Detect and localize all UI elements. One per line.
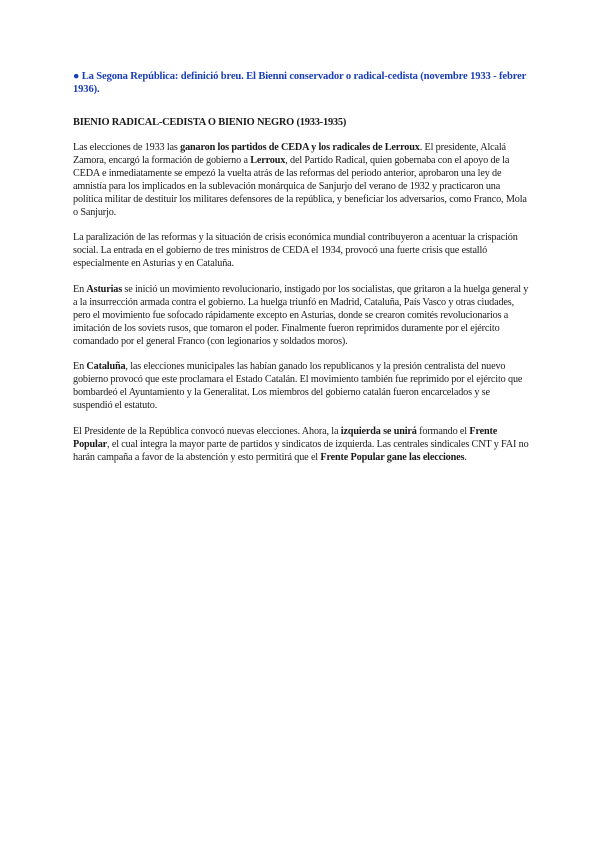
paragraph-cataluna bbox=[73, 361, 530, 413]
text-run: , las elecciones municipales las habían ganado los republicanos y la presión centralista del nuevo gobierno provocó que este proclamara el Estado Catalán. El movimiento también fue reprimido por el ejército que bombardeó el Ayuntamiento y la Generalitat. Los miembros del gobierno catalán fueron encarcelados y se suspendió el estatuto. bbox=[73, 361, 523, 412]
text-run: En bbox=[73, 283, 87, 295]
text-run: . El presidente, Alcalá Zamora, encargó la formación de gobierno a bbox=[73, 142, 506, 166]
text-run: La paralización de las reformas y la situación de crisis económica mundial contribuyeron a acentuar la crispación social. La entrada en el gobierno de tres ministros de CEDA el 1934, provocó una fuerte crisis que estalló especialmente en Asturias y en Cataluña. bbox=[73, 232, 518, 270]
bold-run: Asturias bbox=[86, 283, 123, 295]
bold-run: izquierda se unirá bbox=[340, 425, 417, 437]
bold-run: Lerroux bbox=[250, 154, 286, 166]
bold-run: Frente Popular bbox=[73, 425, 498, 450]
text-run: . bbox=[464, 451, 467, 463]
document-content bbox=[73, 70, 530, 477]
text-run: Las elecciones de 1933 las bbox=[73, 142, 181, 153]
text-run: se inició un movimiento revolucionario, instigado por los socialistas, que gritaron a la huelga general y a la insurrección armada contra el gobierno. La huelga triunfó en Madrid, Cataluña, País Vasco y otras ciudades, pero el movimiento fue sofocado rápidamente excepto en Asturias, donde se crearon comités revolucionarios a imitación de los soviets rusos, que tomaron el poder. Finalmente fueron reprimidos duramente por el ejército comandado por el general Franco (con legionarios y soldados moros). bbox=[73, 283, 529, 347]
bold-run: Frente Popular gane las elecciones bbox=[320, 451, 465, 463]
topic-heading: ● La Segona República: definició breu. El Bienni conservador o radical-cedista (novembre 1933 - febrer 1936). bbox=[73, 71, 526, 95]
bold-run: ganaron los partidos de CEDA y los radicales de Lerroux bbox=[180, 142, 420, 153]
paragraph-reforms-paralysis bbox=[73, 232, 530, 271]
text-run: , el cual integra la mayor parte de partidos y sindicatos de izquierda. Las centrales sindicales CNT y FAI no harán campaña a favor de la abstención y esto permitirá que el bbox=[73, 438, 529, 463]
bold-run: Cataluña bbox=[86, 361, 126, 373]
paragraph-asturias bbox=[73, 284, 530, 349]
text-run: El Presidente de la República convocó nuevas elecciones. Ahora, la bbox=[73, 425, 341, 437]
text-run: formando el bbox=[416, 425, 470, 437]
paragraph-frente-popular bbox=[73, 426, 530, 465]
section-title: BIENIO RADICAL-CEDISTA O BIENIO NEGRO (1933-1935) bbox=[73, 117, 347, 128]
paragraph-elections-1933 bbox=[73, 142, 530, 219]
text-run: En bbox=[73, 361, 87, 373]
text-run: , del Partido Radical, quien gobernaba con el apoyo de la CEDA e inmediatamente se empezó la vuelta atrás de las reformas del periodo anterior, aprobaron una ley de amnistía para los implicados en la sublevación monárquica de Sanjurjo del verano de 1932 y practicaron una política militar de destituir los militares defensores de la república, y beneficiar los adversarios, como Franco, Mola o Sanjurjo. bbox=[73, 154, 527, 218]
